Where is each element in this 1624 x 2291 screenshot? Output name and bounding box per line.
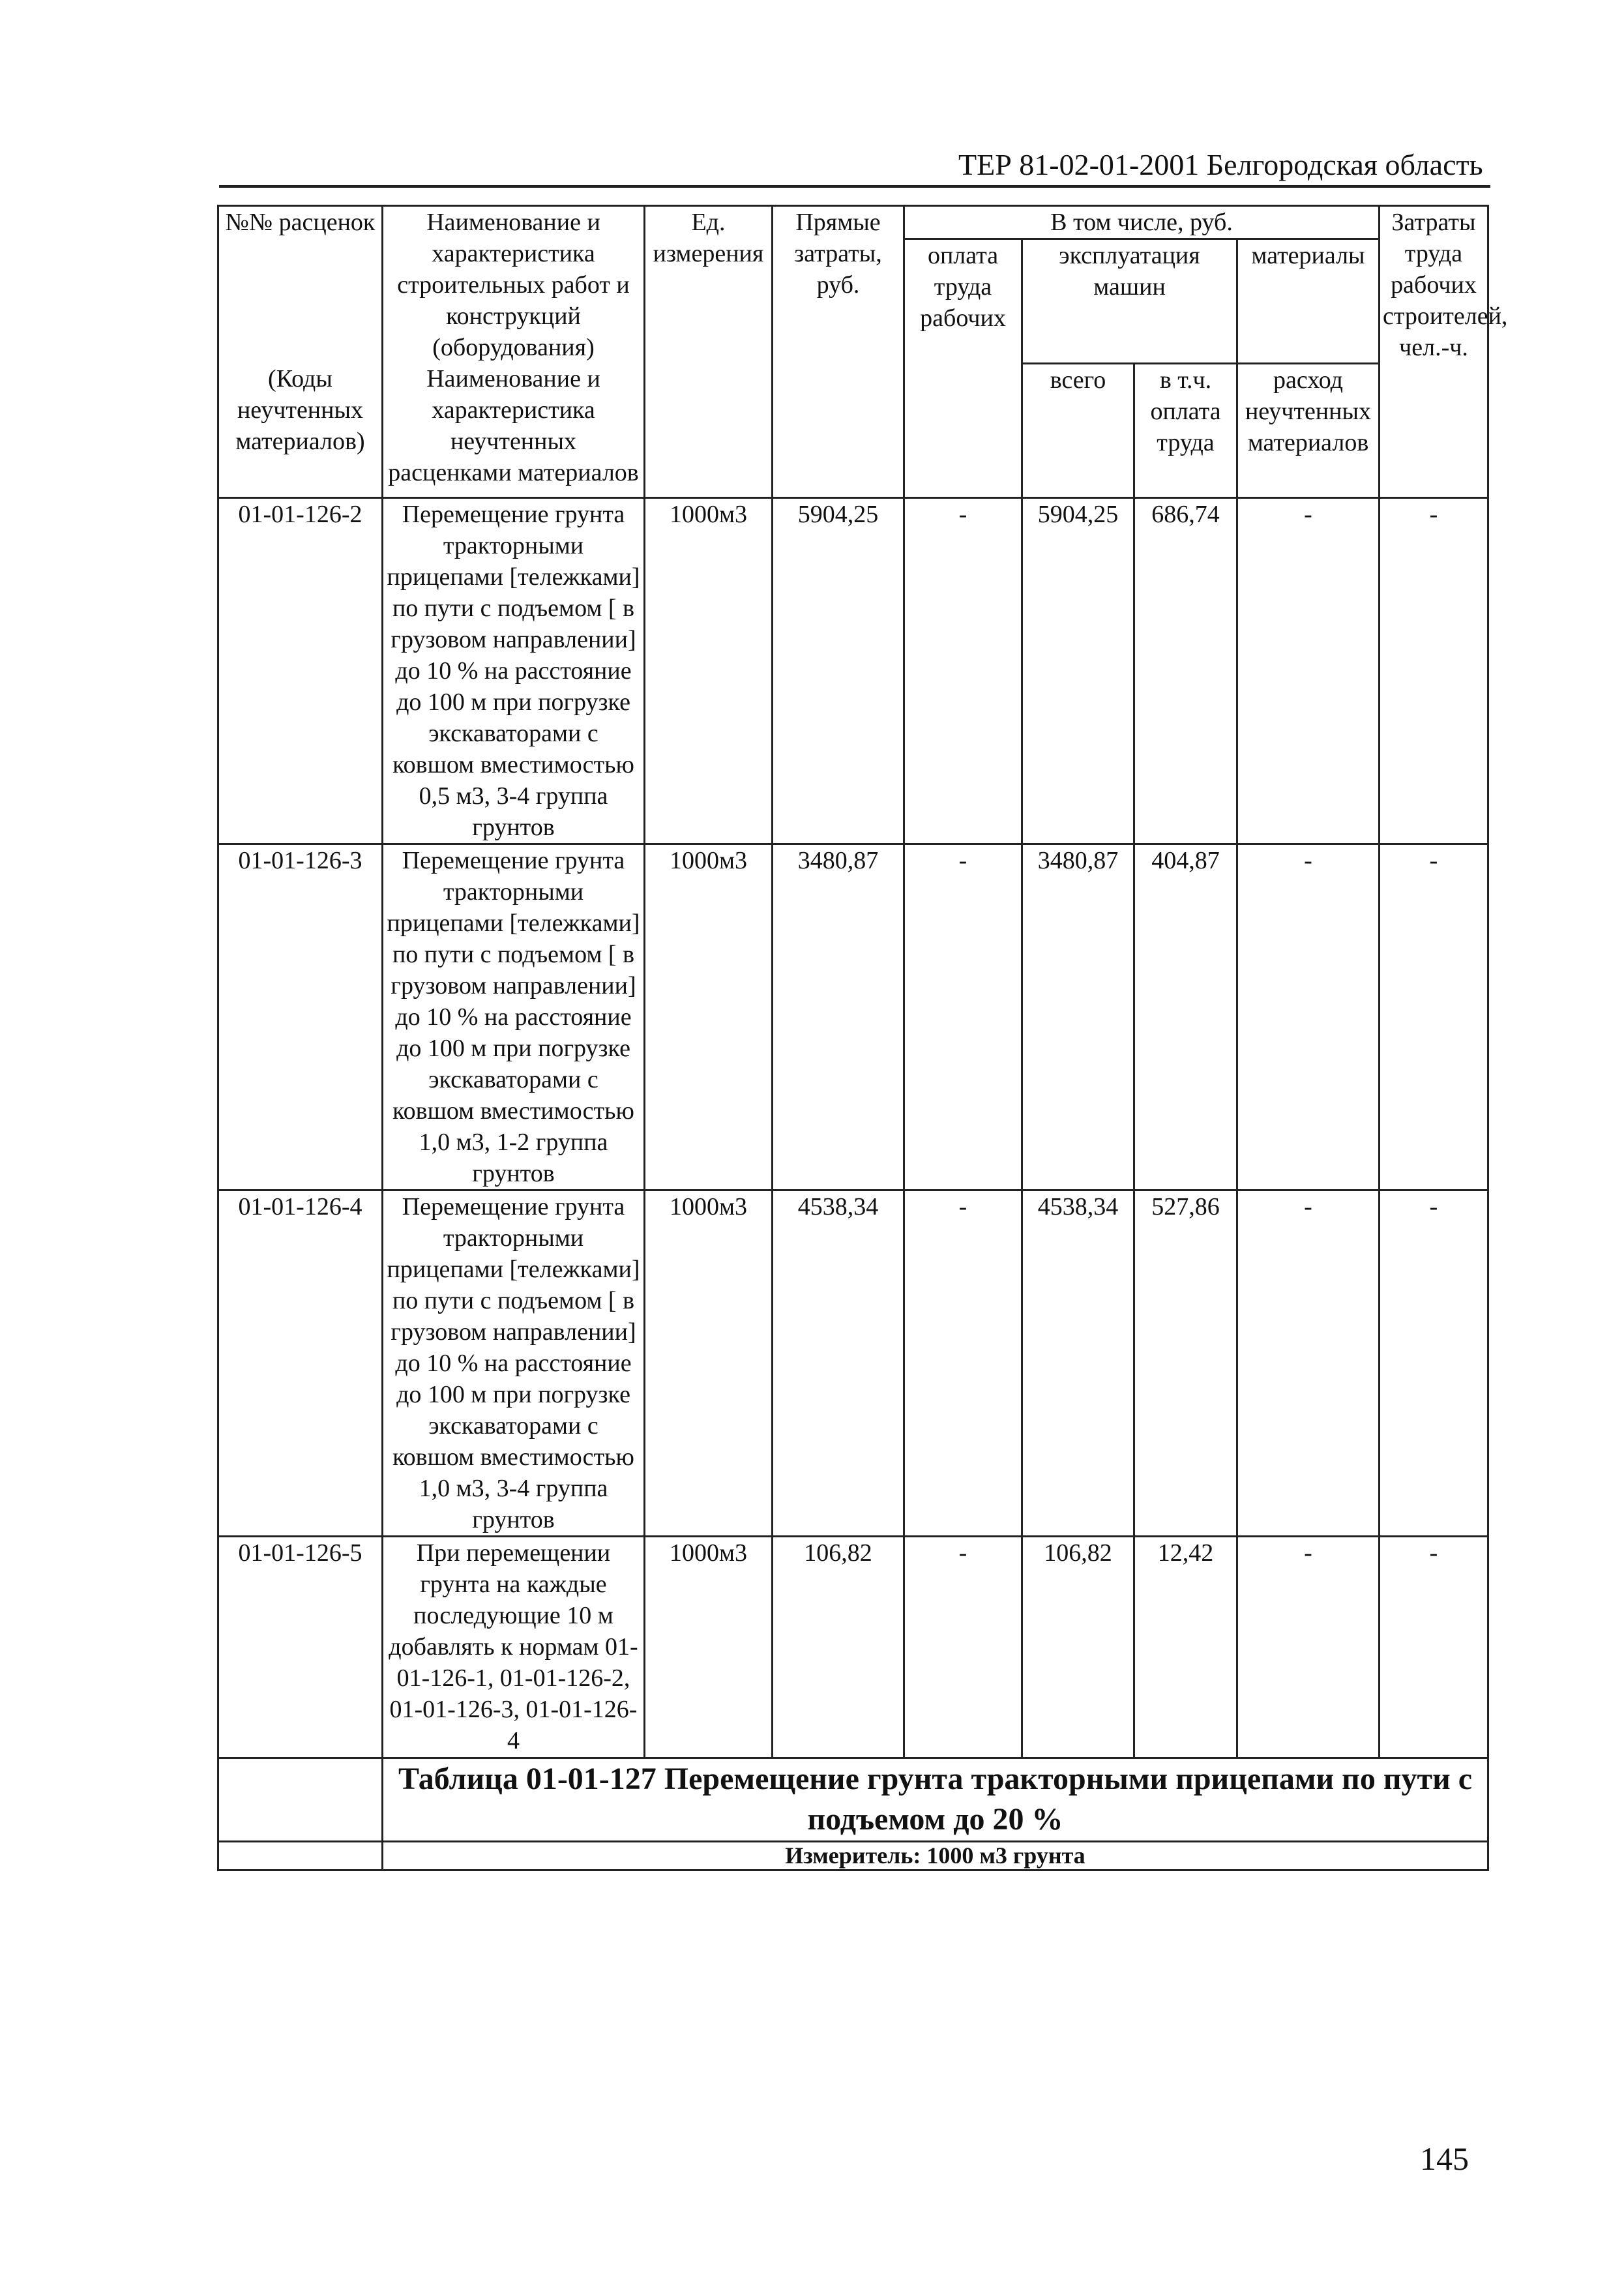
table-row (218, 497, 1488, 844)
row-labor-pay: - (904, 497, 1022, 844)
row-labor-pay: - (904, 1190, 1022, 1536)
row-labor-pay: - (904, 844, 1022, 1190)
row-direct-cost: 3480,87 (773, 844, 904, 1190)
header-materials-pad (1237, 353, 1380, 363)
header-unit: Ед. измерения (645, 206, 773, 498)
section-title-code-cell (218, 1758, 383, 1841)
row-unit: 1000м3 (645, 1536, 773, 1758)
row-unit: 1000м3 (645, 497, 773, 844)
header-material-code: (Коды неучтенных материалов) (218, 363, 383, 497)
header-labor-pay: оплата труда рабочих (904, 239, 1022, 498)
row-unit: 1000м3 (645, 844, 773, 1190)
header-rule (219, 185, 1490, 188)
table-row (218, 1536, 1488, 1758)
header-materials: материалы (1237, 239, 1380, 354)
document-header: ТЕР 81-02-01-2001 Белгородская область (958, 148, 1483, 181)
row-machines-total: 5904,25 (1022, 497, 1134, 844)
page-number: 145 (1420, 2140, 1469, 2177)
row-machines-total: 3480,87 (1022, 844, 1134, 1190)
row-description: Перемещение грунта тракторными прицепами [тележками] по пути с подъемом [ в грузовом направлении] до 10 % на расстояние до 100 м при погрузке экскаваторами с ковшом вместимостью 0,5 м3, 3-4 группа грунтов (383, 497, 645, 844)
header-machines-total: всего (1022, 363, 1134, 497)
row-machines-total: 106,82 (1022, 1536, 1134, 1758)
row-materials: - (1237, 1536, 1380, 1758)
header-machines-pad (1022, 353, 1237, 363)
row-code: 01-01-126-5 (218, 1536, 383, 1758)
header-code: №№ расценок (218, 206, 383, 364)
header-machines: эксплуатация машин (1022, 239, 1237, 354)
row-unit: 1000м3 (645, 1190, 773, 1536)
row-labor-hours: - (1380, 497, 1488, 844)
row-materials: - (1237, 844, 1380, 1190)
section-measure-code-cell (218, 1841, 383, 1870)
row-code: 01-01-126-4 (218, 1190, 383, 1536)
row-labor-hours: - (1380, 1536, 1488, 1758)
row-code: 01-01-126-3 (218, 844, 383, 1190)
rates-table (217, 205, 1508, 1871)
header-material-name: Наименование и характеристика неучтенных расценками материалов (383, 363, 645, 497)
row-materials: - (1237, 1190, 1380, 1536)
row-description: Перемещение грунта тракторными прицепами [тележками] по пути с подъемом [ в грузовом направлении] до 10 % на расстояние до 100 м при погрузке экскаваторами с ковшом вместимостью 1,0 м3, 3-4 группа грунтов (383, 1190, 645, 1536)
row-labor-hours: - (1380, 1190, 1488, 1536)
row-labor-pay: - (904, 1536, 1022, 1758)
table-row (218, 844, 1488, 1190)
row-machines-total: 4538,34 (1022, 1190, 1134, 1536)
header-machines-incl-pay: в т.ч. оплата труда (1134, 363, 1237, 497)
section-title: Таблица 01-01-127 Перемещение грунта тракторными прицепами по пути с подъемом до 20 % (383, 1758, 1488, 1841)
row-labor-hours: - (1380, 844, 1488, 1190)
row-direct-cost: 106,82 (773, 1536, 904, 1758)
row-machines-labor: 12,42 (1134, 1536, 1237, 1758)
section-measure: Измеритель: 1000 м3 грунта (383, 1841, 1488, 1870)
table-row (218, 1190, 1488, 1536)
row-description: При перемещении грунта на каждые последующие 10 м добавлять к нормам 01-01-126-1, 01-01-126-2, 01-01-126-3, 01-01-126-4 (383, 1536, 645, 1758)
header-materials-unaccounted: расход неучтенных материалов (1237, 363, 1380, 497)
row-machines-labor: 686,74 (1134, 497, 1237, 844)
header-name: Наименование и характеристика строительных работ и конструкций (оборудования) (383, 206, 645, 364)
row-direct-cost: 4538,34 (773, 1190, 904, 1536)
header-direct-cost: Прямые затраты, руб. (773, 206, 904, 498)
row-description: Перемещение грунта тракторными прицепами [тележками] по пути с подъемом [ в грузовом направлении] до 10 % на расстояние до 100 м при погрузке экскаваторами с ковшом вместимостью 1,0 м3, 1-2 группа грунтов (383, 844, 645, 1190)
row-machines-labor: 527,86 (1134, 1190, 1237, 1536)
header-including: В том числе, руб. (904, 206, 1380, 239)
row-direct-cost: 5904,25 (773, 497, 904, 844)
row-code: 01-01-126-2 (218, 497, 383, 844)
row-machines-labor: 404,87 (1134, 844, 1237, 1190)
header-labor-cost: Затраты труда рабочих строителей, чел.-ч. (1380, 206, 1488, 498)
row-materials: - (1237, 497, 1380, 844)
